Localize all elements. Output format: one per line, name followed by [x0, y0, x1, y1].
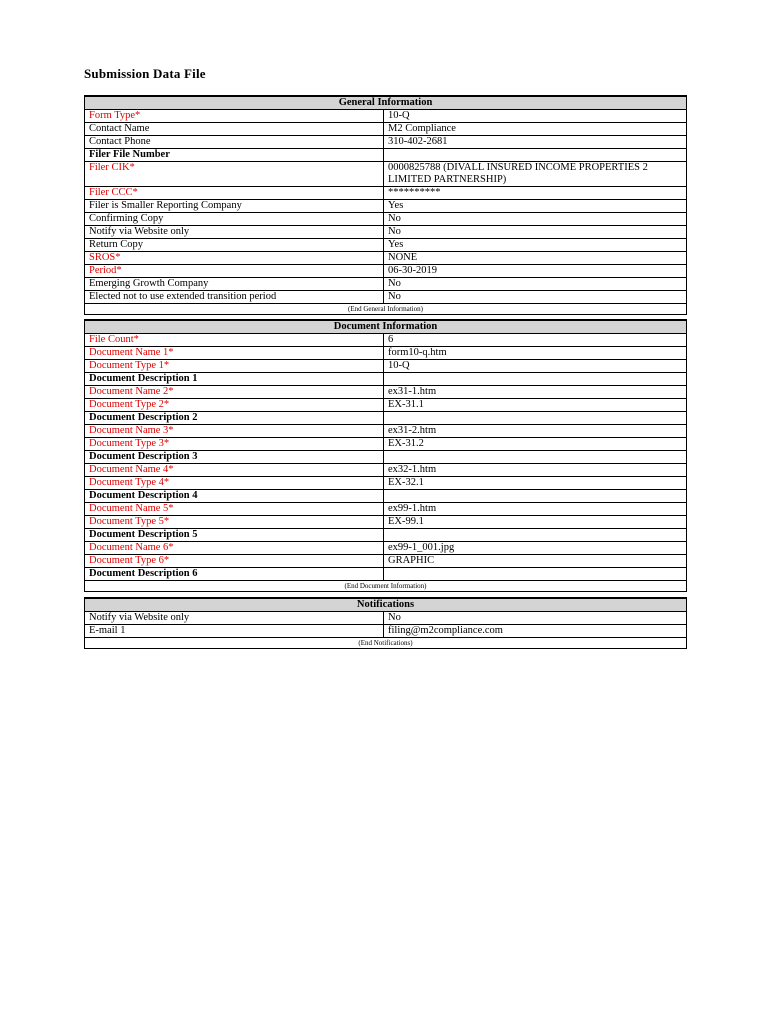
field-label: Document Type 4* — [85, 477, 384, 490]
section-footer-row — [85, 638, 687, 649]
field-label: Document Description 3 — [85, 451, 384, 464]
field-value: filing@m2compliance.com — [384, 625, 687, 638]
field-row — [85, 516, 687, 529]
field-value: No — [384, 278, 687, 291]
field-row — [85, 187, 687, 200]
field-label: Document Name 5* — [85, 503, 384, 516]
notifications-table — [84, 597, 687, 649]
field-row — [85, 291, 687, 304]
field-row — [85, 110, 687, 123]
field-label: File Count* — [85, 334, 384, 347]
field-row — [85, 200, 687, 213]
section-header: Notifications — [85, 598, 687, 612]
field-label: Contact Phone — [85, 136, 384, 149]
field-label: Period* — [85, 265, 384, 278]
field-value — [384, 451, 687, 464]
field-value — [384, 490, 687, 503]
field-label: Document Name 4* — [85, 464, 384, 477]
field-row — [85, 412, 687, 425]
field-label: Confirming Copy — [85, 213, 384, 226]
field-label: Document Description 2 — [85, 412, 384, 425]
field-value: EX-31.1 — [384, 399, 687, 412]
field-value: 310-402-2681 — [384, 136, 687, 149]
field-value: No — [384, 213, 687, 226]
field-value: 10-Q — [384, 110, 687, 123]
section-footer-row — [85, 304, 687, 315]
field-value: 10-Q — [384, 360, 687, 373]
field-row — [85, 399, 687, 412]
field-row — [85, 451, 687, 464]
field-label: Document Name 6* — [85, 542, 384, 555]
field-row — [85, 162, 687, 187]
field-label: Contact Name — [85, 123, 384, 136]
field-value — [384, 149, 687, 162]
field-label: Document Description 5 — [85, 529, 384, 542]
field-label: Form Type* — [85, 110, 384, 123]
section-header-row — [85, 598, 687, 612]
field-label: Document Type 5* — [85, 516, 384, 529]
field-row — [85, 252, 687, 265]
field-row — [85, 612, 687, 625]
field-label: Filer CIK* — [85, 162, 384, 187]
field-value: form10-q.htm — [384, 347, 687, 360]
field-row — [85, 360, 687, 373]
field-value: GRAPHIC — [384, 555, 687, 568]
field-row — [85, 278, 687, 291]
section-footer: (End General Information) — [85, 304, 687, 315]
field-label: Document Name 2* — [85, 386, 384, 399]
field-value: Yes — [384, 200, 687, 213]
field-label: Filer CCC* — [85, 187, 384, 200]
field-value: NONE — [384, 252, 687, 265]
field-value: ex31-1.htm — [384, 386, 687, 399]
field-label: Filer is Smaller Reporting Company — [85, 200, 384, 213]
field-value: 06-30-2019 — [384, 265, 687, 278]
field-row — [85, 425, 687, 438]
field-label: Notify via Website only — [85, 226, 384, 239]
field-label: Document Type 3* — [85, 438, 384, 451]
field-row — [85, 334, 687, 347]
field-row — [85, 438, 687, 451]
field-value: M2 Compliance — [384, 123, 687, 136]
field-value — [384, 412, 687, 425]
field-row — [85, 149, 687, 162]
field-value — [384, 373, 687, 386]
section-header: General Information — [85, 96, 687, 110]
field-label: Document Type 2* — [85, 399, 384, 412]
field-row — [85, 490, 687, 503]
field-value: No — [384, 226, 687, 239]
field-value: ********** — [384, 187, 687, 200]
field-row — [85, 347, 687, 360]
field-label: SROS* — [85, 252, 384, 265]
field-label: Notify via Website only — [85, 612, 384, 625]
document-information-table — [84, 319, 687, 592]
field-row — [85, 477, 687, 490]
field-value — [384, 568, 687, 581]
field-row — [85, 136, 687, 149]
section-footer: (End Notifications) — [85, 638, 687, 649]
field-label: Document Type 6* — [85, 555, 384, 568]
field-row — [85, 239, 687, 252]
field-row — [85, 568, 687, 581]
field-row — [85, 373, 687, 386]
field-label: Document Description 4 — [85, 490, 384, 503]
field-value: EX-31.2 — [384, 438, 687, 451]
field-label: Filer File Number — [85, 149, 384, 162]
field-label: E-mail 1 — [85, 625, 384, 638]
field-row — [85, 529, 687, 542]
general-information-table — [84, 95, 687, 315]
field-row — [85, 123, 687, 136]
field-value: ex32-1.htm — [384, 464, 687, 477]
field-label: Document Description 1 — [85, 373, 384, 386]
field-row — [85, 464, 687, 477]
field-label: Document Name 3* — [85, 425, 384, 438]
field-row — [85, 226, 687, 239]
field-value: No — [384, 612, 687, 625]
field-value: Yes — [384, 239, 687, 252]
field-row — [85, 503, 687, 516]
field-row — [85, 625, 687, 638]
field-row — [85, 555, 687, 568]
field-label: Document Description 6 — [85, 568, 384, 581]
field-label: Emerging Growth Company — [85, 278, 384, 291]
field-value: ex99-1.htm — [384, 503, 687, 516]
section-footer-row — [85, 581, 687, 592]
field-value: ex99-1_001.jpg — [384, 542, 687, 555]
section-footer: (End Document Information) — [85, 581, 687, 592]
field-label: Document Type 1* — [85, 360, 384, 373]
page-title: Submission Data File — [84, 66, 206, 81]
field-label: Document Name 1* — [85, 347, 384, 360]
field-value: ex31-2.htm — [384, 425, 687, 438]
field-value: EX-99.1 — [384, 516, 687, 529]
field-value: EX-32.1 — [384, 477, 687, 490]
field-value: 0000825788 (DIVALL INSURED INCOME PROPERTIES 2 LIMITED PARTNERSHIP) — [384, 162, 687, 187]
field-row — [85, 542, 687, 555]
field-value — [384, 529, 687, 542]
field-value: No — [384, 291, 687, 304]
field-value: 6 — [384, 334, 687, 347]
section-header-row — [85, 320, 687, 334]
field-label: Elected not to use extended transition period — [85, 291, 384, 304]
field-row — [85, 265, 687, 278]
field-label: Return Copy — [85, 239, 384, 252]
section-header-row — [85, 96, 687, 110]
field-row — [85, 386, 687, 399]
field-row — [85, 213, 687, 226]
section-header: Document Information — [85, 320, 687, 334]
